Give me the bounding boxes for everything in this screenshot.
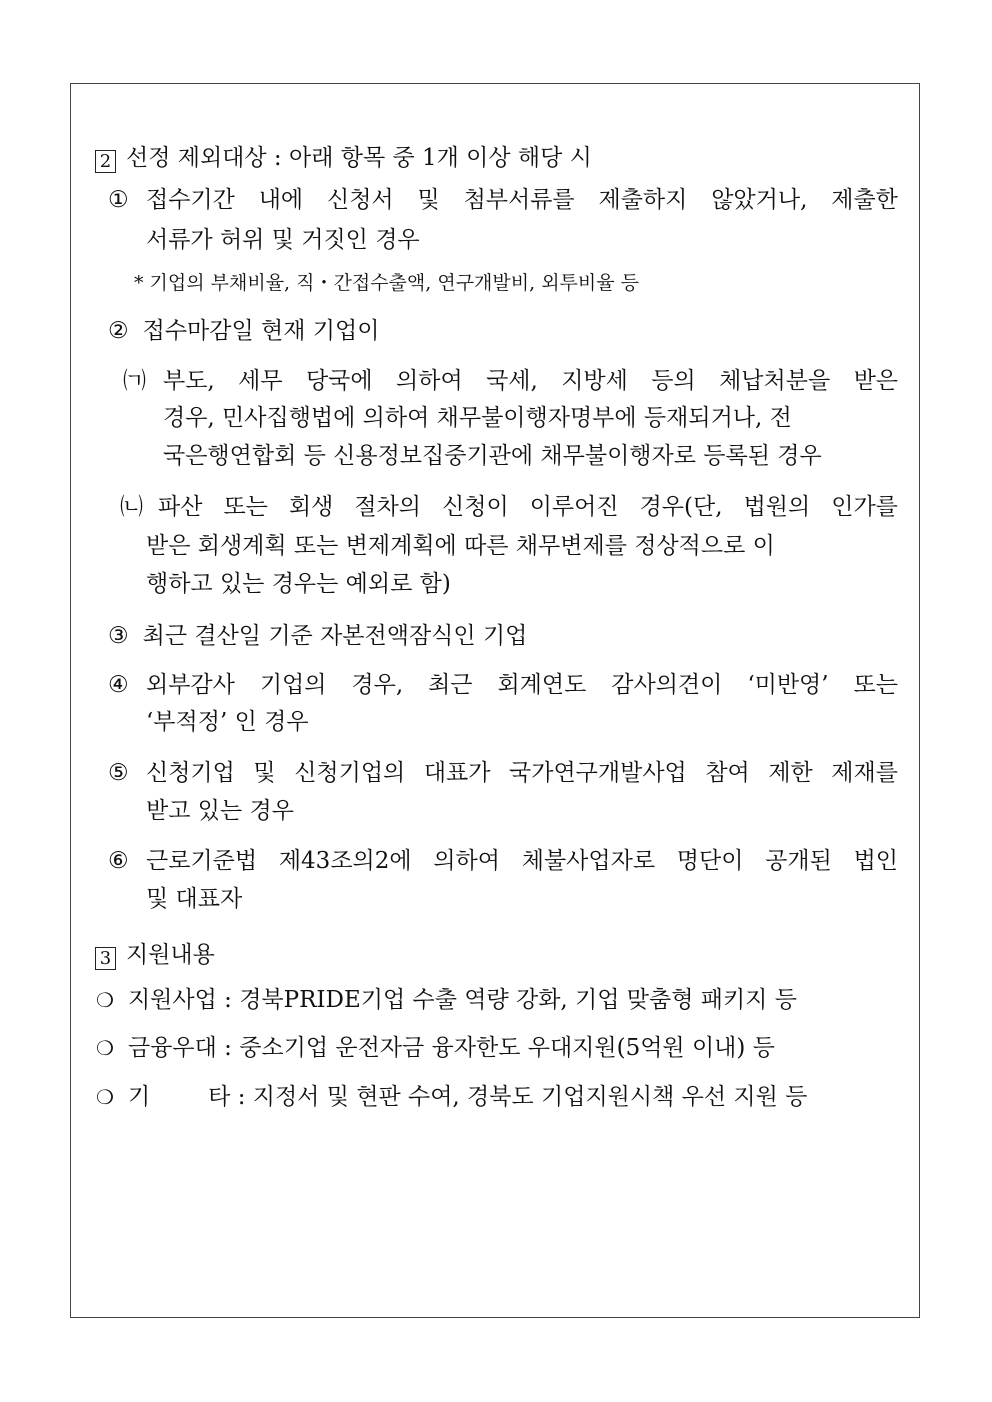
row-text: 경북PRIDE기업 수출 역량 강화, 기업 맞춤형 패키지 등 bbox=[239, 987, 797, 1013]
subitem-marker: ㈀ bbox=[123, 368, 146, 394]
item-marker: ② bbox=[108, 318, 129, 344]
section-title: 선정 제외대상 : 아래 항목 중 1개 이상 해당 시 bbox=[126, 145, 592, 171]
item-2-line-1 bbox=[108, 316, 379, 346]
bullet-icon: ❍ bbox=[96, 988, 114, 1012]
row-label-part-1: 기 bbox=[127, 1084, 151, 1110]
item-text: 신청기업 및 신청기업의 대표가 국가연구개발사업 참여 제한 제재를 bbox=[146, 760, 898, 786]
section-3-heading bbox=[95, 940, 215, 970]
section-number-box: 2 bbox=[95, 150, 116, 173]
row-colon: : bbox=[224, 987, 232, 1013]
item-text: 근로기준법 제43조의2에 의하여 체불사업자로 명단이 공개된 법인 bbox=[146, 848, 898, 874]
item-text: 접수마감일 현재 기업이 bbox=[142, 318, 380, 344]
bullet-icon: ❍ bbox=[96, 1085, 114, 1109]
row-text: 중소기업 운전자금 융자한도 우대지원(5억원 이내) 등 bbox=[239, 1035, 775, 1061]
subitem-a-line-1 bbox=[123, 366, 898, 396]
item-marker: ① bbox=[108, 187, 129, 213]
row-text: 지정서 및 현판 수여, 경북도 기업지원시책 우선 지원 등 bbox=[252, 1084, 808, 1110]
subitem-marker: ㈁ bbox=[120, 494, 143, 520]
item-marker: ⑤ bbox=[108, 760, 129, 786]
subitem-text: 파산 또는 회생 절차의 신청이 이루어진 경우(단, 법원의 인가를 bbox=[158, 494, 898, 520]
row-label: 금융우대 bbox=[127, 1035, 217, 1061]
item-marker: ③ bbox=[108, 623, 129, 649]
support-row-business bbox=[96, 985, 797, 1015]
item-3-line-1 bbox=[108, 621, 527, 651]
section-number-box: 3 bbox=[95, 947, 116, 970]
note-line: * 기업의 부채비율, 직・간접수출액, 연구개발비, 외투비율 등 bbox=[134, 272, 639, 294]
item-marker: ⑥ bbox=[108, 848, 129, 874]
item-text: 최근 결산일 기준 자본전액잠식인 기업 bbox=[142, 623, 528, 649]
item-5-line-2: 받고 있는 경우 bbox=[146, 798, 294, 824]
support-row-other bbox=[96, 1082, 807, 1112]
row-label-part-2: 타 bbox=[208, 1084, 231, 1110]
subitem-text: 부도, 세무 당국에 의하여 국세, 지방세 등의 체납처분을 받은 bbox=[163, 368, 898, 394]
item-marker: ④ bbox=[108, 672, 129, 698]
support-row-finance bbox=[96, 1033, 775, 1063]
item-4-line-1 bbox=[108, 670, 898, 700]
row-colon: : bbox=[237, 1084, 246, 1110]
item-6-line-1 bbox=[108, 846, 898, 876]
row-colon: : bbox=[224, 1035, 232, 1061]
item-text: 외부감사 기업의 경우, 최근 회계연도 감사의견이 ‘미반영’ 또는 bbox=[146, 672, 898, 698]
item-text: 접수기간 내에 신청서 및 첨부서류를 제출하지 않았거나, 제출한 bbox=[146, 187, 898, 213]
subitem-a-line-2: 경우, 민사집행법에 의하여 채무불이행자명부에 등재되거나, 전 bbox=[163, 405, 792, 431]
subitem-a-line-3: 국은행연합회 등 신용정보집중기관에 채무불이행자로 등록된 경우 bbox=[163, 443, 822, 469]
item-1-line-1 bbox=[108, 185, 898, 215]
item-6-line-2: 및 대표자 bbox=[146, 886, 243, 912]
subitem-b-line-2: 받은 회생계획 또는 변제계획에 따른 채무변제를 정상적으로 이 bbox=[146, 533, 775, 559]
section-title: 지원내용 bbox=[126, 942, 215, 968]
subitem-b-line-1 bbox=[120, 492, 898, 522]
item-1-line-2: 서류가 허위 및 거짓인 경우 bbox=[146, 227, 420, 253]
item-4-line-2: ‘부적정’ 인 경우 bbox=[146, 709, 309, 735]
subitem-b-line-3: 행하고 있는 경우는 예외로 함) bbox=[146, 571, 451, 597]
section-2-heading bbox=[95, 143, 592, 173]
row-label: 지원사업 bbox=[127, 987, 217, 1013]
item-5-line-1 bbox=[108, 758, 898, 788]
bullet-icon: ❍ bbox=[96, 1036, 114, 1060]
